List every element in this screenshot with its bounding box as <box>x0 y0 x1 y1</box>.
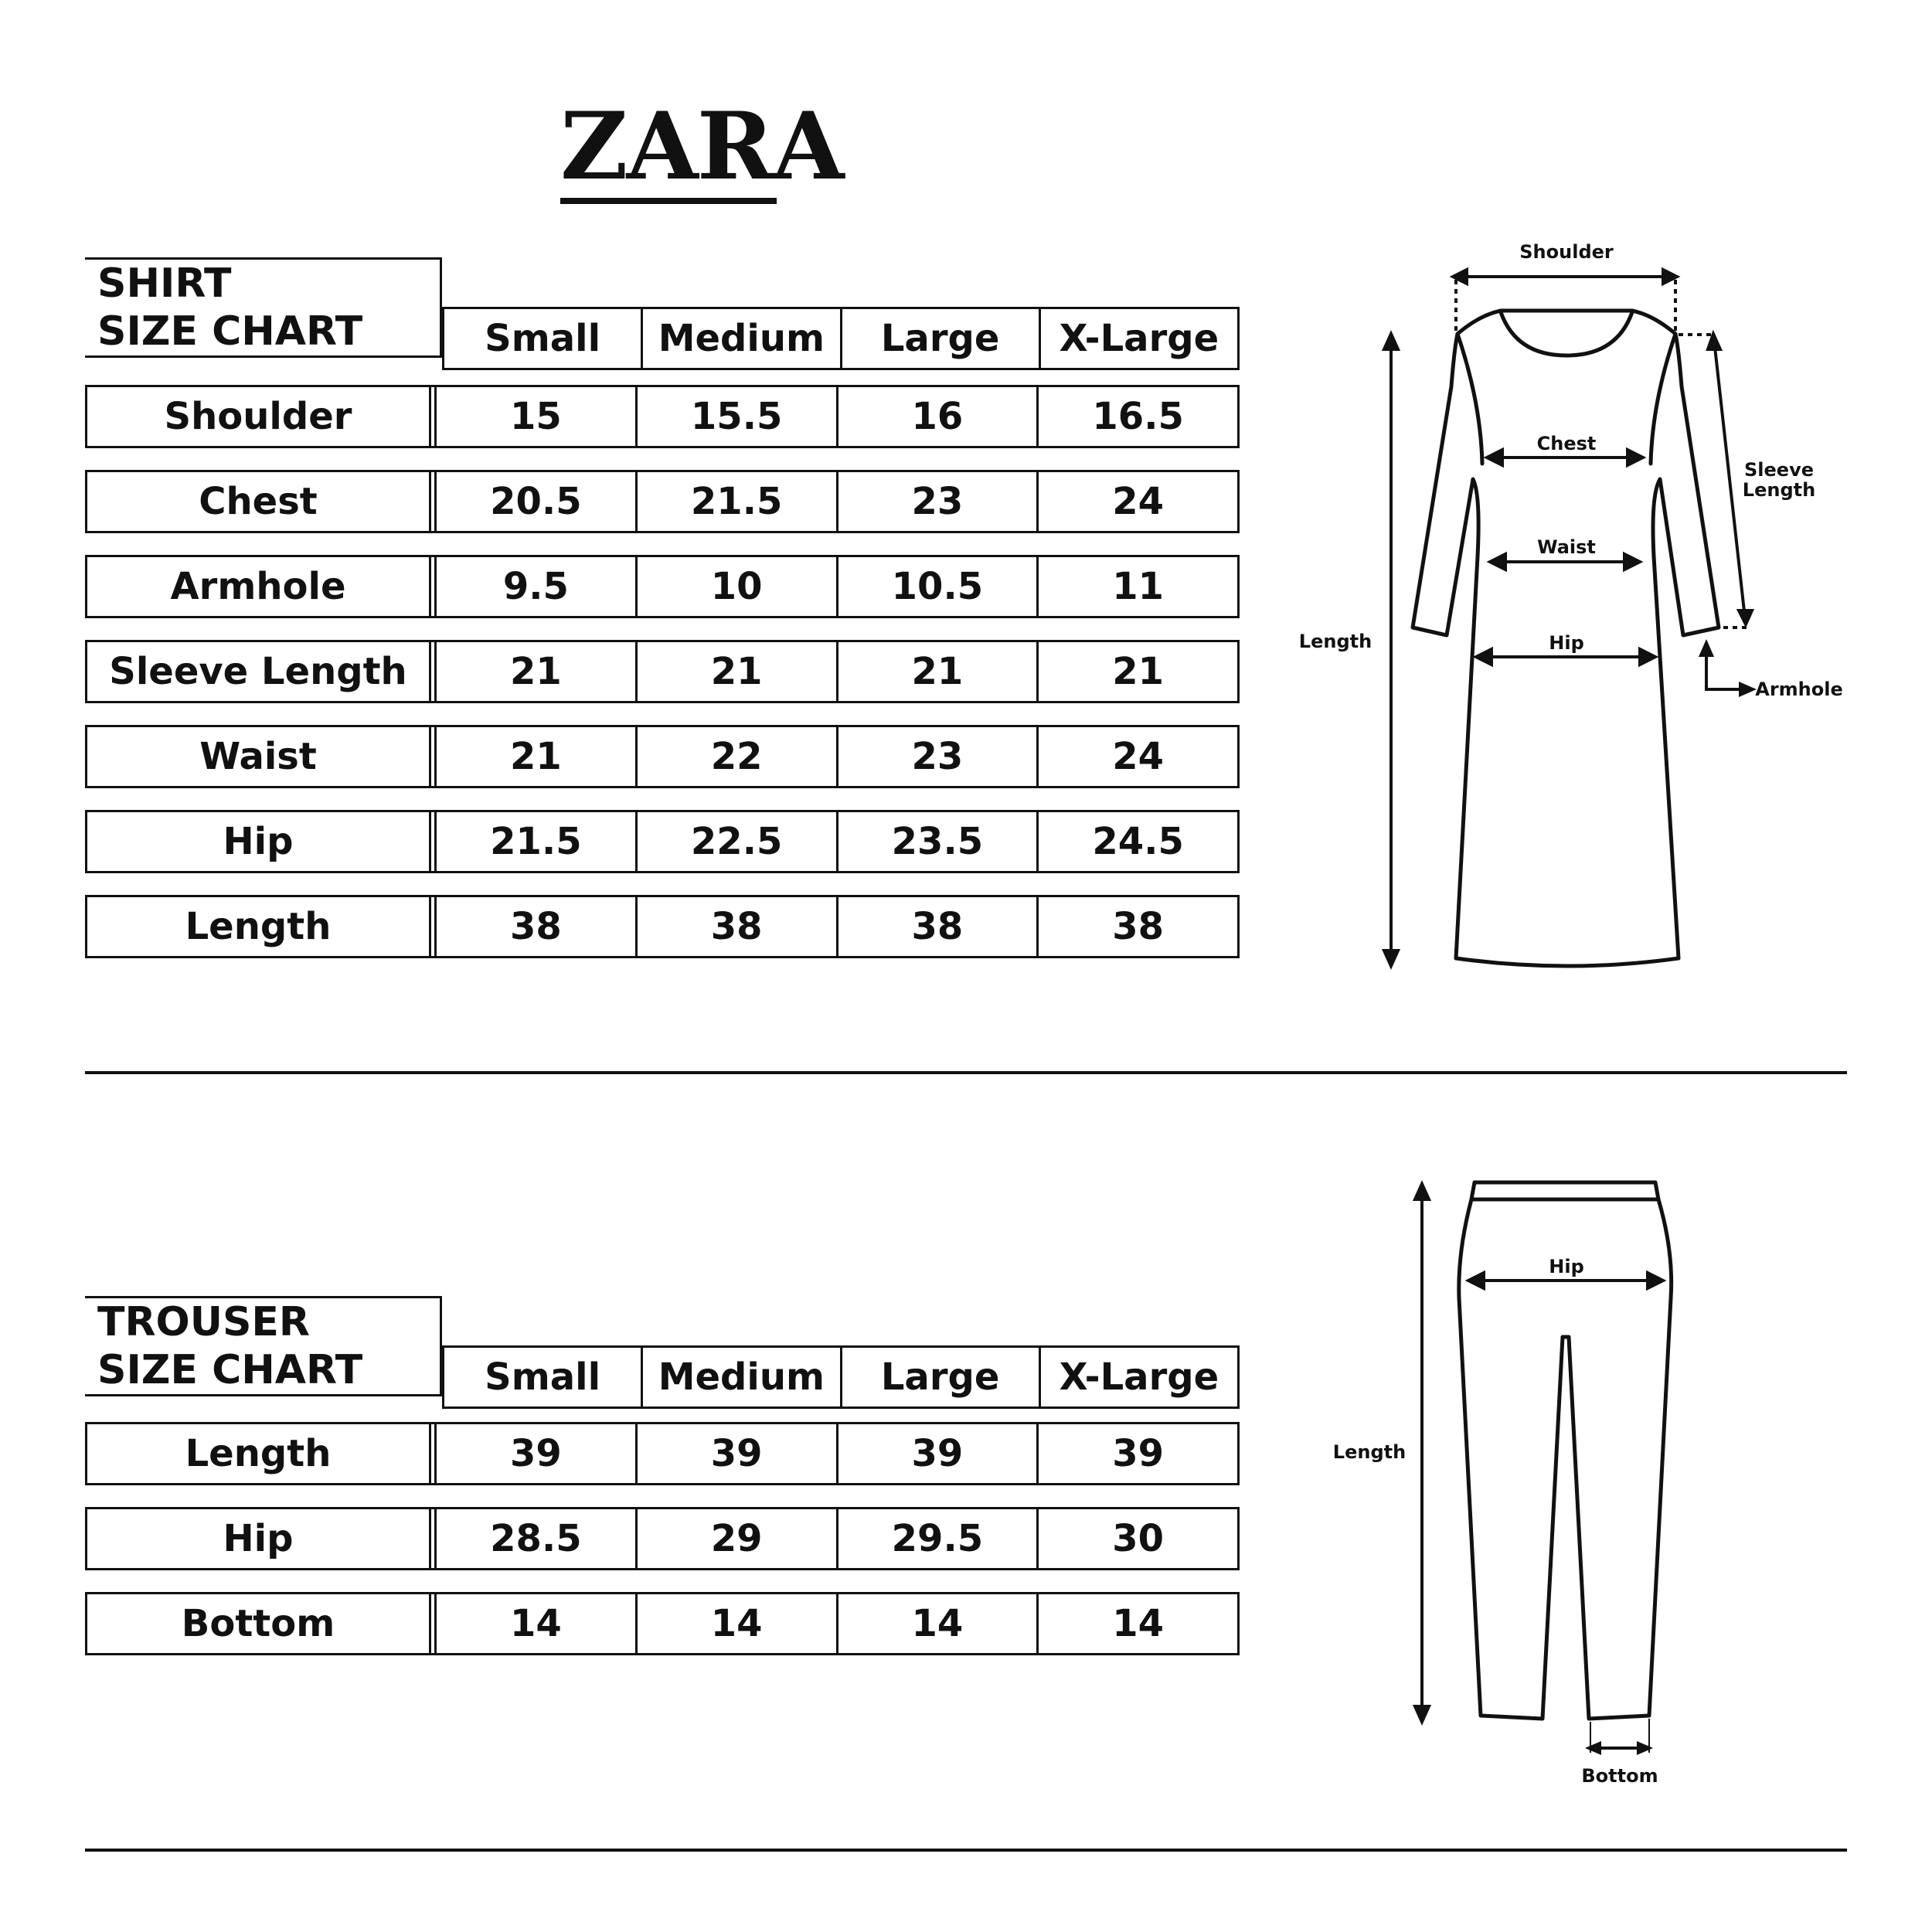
cell-value: 11 <box>1112 565 1165 608</box>
trouser-diagram-hip-label: Hip <box>1549 1256 1584 1277</box>
trouser-diagram-length-label: Length <box>1332 1441 1406 1463</box>
cell-value: 38 <box>437 897 638 956</box>
cell-value: 14 <box>838 1594 1039 1653</box>
shirt-table-title <box>85 257 442 358</box>
table-row <box>85 1422 1240 1485</box>
row-label: Armhole <box>87 557 437 616</box>
cell-value: 21 <box>838 642 1039 701</box>
size-small: Small <box>444 1348 643 1406</box>
size-medium: Medium <box>643 309 842 368</box>
table-row <box>85 640 1240 703</box>
cell-value: 23 <box>838 472 1039 531</box>
cell-value: 38 <box>638 897 838 956</box>
cell-value: 10.5 <box>838 557 1039 616</box>
shirt-diagram-hip-label: Hip <box>1549 632 1584 654</box>
cell-value: 15 <box>437 387 638 446</box>
cell-value: 29.5 <box>838 1509 1039 1568</box>
cell-value: 38 <box>1112 905 1165 948</box>
cell-value: 23 <box>838 727 1039 786</box>
row-label: Waist <box>87 727 437 786</box>
shirt-diagram-shoulder-label: Shoulder <box>1519 241 1614 263</box>
trouser-table-title <box>85 1296 442 1396</box>
size-xlarge: X-Large <box>1059 1355 1219 1399</box>
cell-value: 21 <box>437 642 638 701</box>
cell-value: 21.5 <box>638 472 838 531</box>
cell-value: 14 <box>1112 1602 1165 1645</box>
shirt-diagram-sleeve-label-line2: Length <box>1742 479 1816 501</box>
cell-value: 39 <box>638 1424 838 1483</box>
cell-value: 39 <box>437 1424 638 1483</box>
cell-value: 21 <box>437 727 638 786</box>
size-large: Large <box>842 309 1041 368</box>
shirt-diagram-armhole-label: Armhole <box>1755 679 1843 700</box>
trouser-title-line1: TROUSER <box>97 1299 310 1345</box>
shirt-diagram <box>1283 232 1870 989</box>
shirt-diagram-chest-label: Chest <box>1536 433 1597 454</box>
shirt-diagram-waist-label: Waist <box>1537 536 1596 558</box>
cell-value: 24 <box>1112 735 1165 778</box>
shirt-title-line1: SHIRT <box>97 260 232 307</box>
cell-value: 24 <box>1112 480 1165 523</box>
cell-value: 39 <box>838 1424 1039 1483</box>
table-row <box>85 555 1240 618</box>
cell-value: 16 <box>838 387 1039 446</box>
cell-value: 21 <box>1112 650 1165 693</box>
cell-value: 9.5 <box>437 557 638 616</box>
cell-value: 15.5 <box>638 387 838 446</box>
table-row <box>85 810 1240 873</box>
cell-value: 10 <box>638 557 838 616</box>
shirt-title-line2: SIZE CHART <box>97 308 363 355</box>
cell-value: 22.5 <box>638 812 838 871</box>
table-row <box>85 385 1240 448</box>
cell-value: 39 <box>1112 1432 1165 1475</box>
cell-value: 20.5 <box>437 472 638 531</box>
row-label: Chest <box>87 472 437 531</box>
size-small: Small <box>444 309 643 368</box>
brand-logo <box>560 92 843 204</box>
cell-value: 21.5 <box>437 812 638 871</box>
table-row <box>85 1507 1240 1570</box>
cell-value: 16.5 <box>1092 395 1184 438</box>
cell-value: 24.5 <box>1092 820 1184 863</box>
cell-value: 14 <box>437 1594 638 1653</box>
cell-value: 38 <box>838 897 1039 956</box>
size-medium: Medium <box>643 1348 842 1406</box>
row-label: Bottom <box>87 1594 437 1653</box>
row-label: Length <box>87 1424 437 1483</box>
row-label: Sleeve Length <box>87 642 437 701</box>
size-large: Large <box>842 1348 1041 1406</box>
trouser-diagram <box>1314 1159 1870 1816</box>
row-label: Length <box>87 897 437 956</box>
cell-value: 22 <box>638 727 838 786</box>
shirt-diagram-length-label: Length <box>1298 631 1372 652</box>
shirt-size-header <box>442 307 1240 370</box>
row-label: Hip <box>87 1509 437 1568</box>
trouser-size-header <box>442 1345 1240 1409</box>
row-label: Hip <box>87 812 437 871</box>
table-row <box>85 895 1240 958</box>
table-row <box>85 1592 1240 1655</box>
size-xlarge: X-Large <box>1059 317 1219 360</box>
table-row <box>85 725 1240 788</box>
brand-name: ZARA <box>560 92 843 201</box>
cell-value: 23.5 <box>838 812 1039 871</box>
shirt-diagram-sleeve-label-line1: Sleeve <box>1744 459 1814 481</box>
trouser-title-line2: SIZE CHART <box>97 1347 363 1393</box>
cell-value: 30 <box>1112 1517 1165 1560</box>
cell-value: 14 <box>638 1594 838 1653</box>
section-divider <box>85 1071 1847 1074</box>
cell-value: 28.5 <box>437 1509 638 1568</box>
section-divider <box>85 1849 1847 1852</box>
cell-value: 21 <box>638 642 838 701</box>
table-row <box>85 470 1240 533</box>
trouser-diagram-bottom-label: Bottom <box>1581 1765 1658 1787</box>
row-label: Shoulder <box>87 387 437 446</box>
cell-value: 29 <box>638 1509 838 1568</box>
